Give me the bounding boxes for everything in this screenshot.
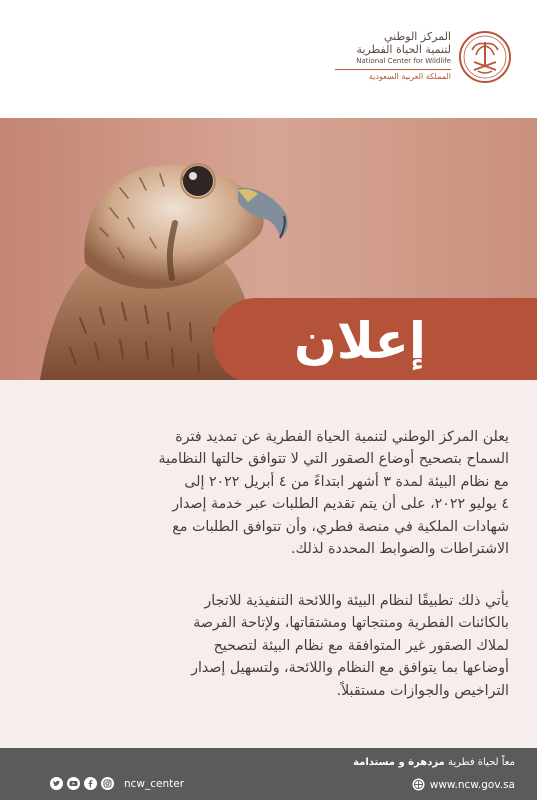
announcement-title: إعلان (294, 312, 426, 370)
tagline-bold: مزدهرة و مستدامة (353, 757, 445, 768)
facebook-icon[interactable] (84, 777, 97, 790)
footer-tagline (353, 757, 515, 768)
globe-icon (412, 778, 425, 791)
instagram-icon[interactable] (101, 777, 114, 790)
paragraph-line: يعلن المركز الوطني لتنمية الحياة الفطرية عن تمديد فترة (175, 429, 509, 445)
announcement-paragraph-2 (44, 590, 509, 702)
org-name-ar-line2: لتنمية الحياة الفطرية (356, 43, 451, 56)
announcement-paragraph-1 (44, 426, 509, 560)
website-link[interactable] (412, 778, 515, 791)
logo-divider (335, 69, 451, 70)
org-name-en: National Center for Wildlife (356, 57, 451, 65)
org-name-ar-line1: المركز الوطني (384, 30, 451, 43)
footer (0, 748, 537, 800)
website-url: www.ncw.gov.sa (429, 778, 515, 791)
social-links (50, 777, 184, 790)
paragraph-line: ٤ يوليو ٢٠٢٢، على أن يتم تقديم الطلبات عبر خدمة إصدار (172, 496, 509, 513)
tagline-regular: معاً لحياة فطرية (447, 757, 515, 768)
youtube-icon[interactable] (67, 777, 80, 790)
paragraph-line: بالكائنات الفطرية ومنتجاتها ومشتقاتها، ولإتاحة الفرصة (193, 615, 509, 632)
paragraph-line: التراخيص والجوازات مستقبلاً. (336, 682, 509, 699)
header (0, 0, 537, 118)
logo-text (335, 30, 451, 90)
country-name-ar: المملكة العربية السعودية (368, 72, 451, 81)
ncw-emblem-icon (458, 30, 512, 84)
paragraph-line: مع نظام البيئة لمدة ٣ أشهر ابتداءً من ٤ أبريل ٢٠٢٢ إلى (184, 473, 509, 490)
social-handle[interactable]: ncw_center (124, 777, 185, 790)
paragraph-line: الاشتراطات والضوابط المحددة لذلك. (291, 541, 509, 558)
announcement-banner (213, 298, 537, 384)
announcement-content (0, 380, 537, 748)
paragraph-line: يأتي ذلك تطبيقًا لنظام البيئة واللائحة التنفيذية للاتجار (204, 593, 509, 609)
paragraph-line: السماح بتصحيح أوضاع الصقور التي لا تتوافق حالتها النظامية (158, 451, 509, 468)
twitter-icon[interactable] (50, 777, 63, 790)
paragraph-line: شهادات الملكية في منصة فطري، وأن تتوافق الطلبات مع (172, 518, 509, 535)
paragraph-line: أوضاعها بما يتوافق مع النظام واللائحة، ولتسهيل إصدار (191, 660, 509, 677)
paragraph-line: لملاك الصقور غير المتوافقة مع نظام البيئة لتصحيح (213, 637, 509, 654)
